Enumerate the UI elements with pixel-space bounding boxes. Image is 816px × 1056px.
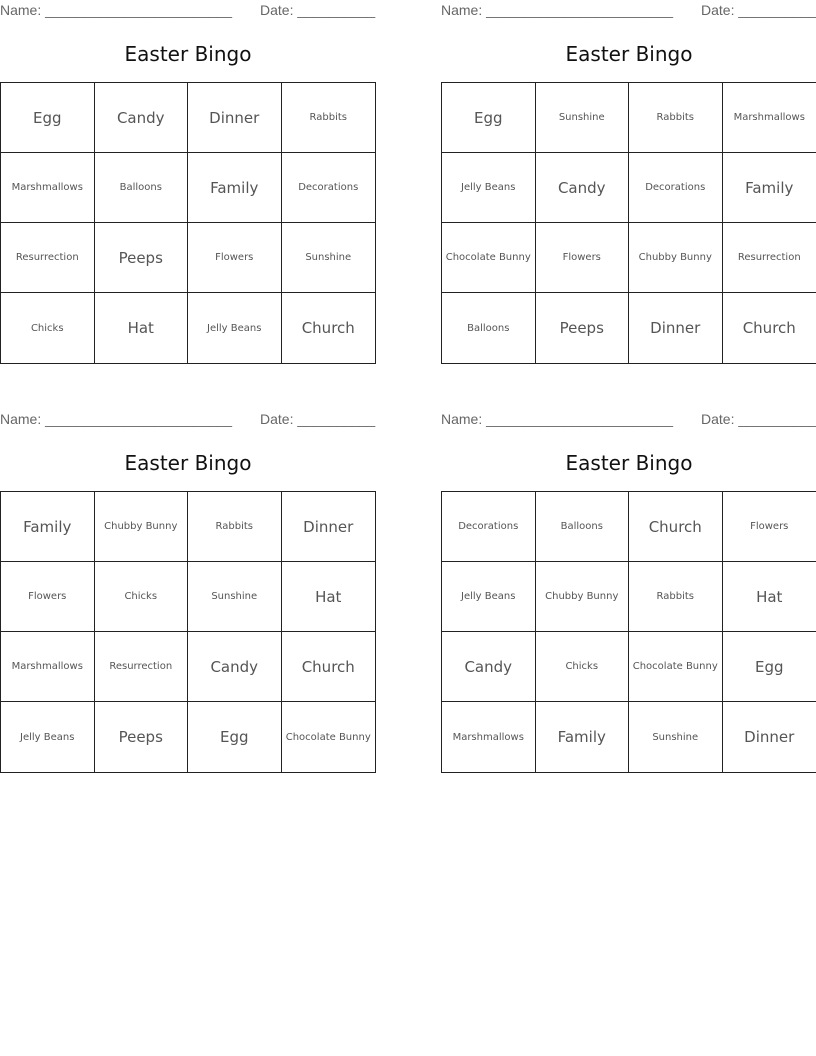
bingo-cell[interactable]: Flowers <box>536 223 630 293</box>
name-field[interactable]: Name: ________________________ <box>0 411 232 427</box>
bingo-cell[interactable]: Egg <box>723 632 816 702</box>
bingo-cell[interactable]: Church <box>629 492 723 562</box>
bingo-cell[interactable]: Candy <box>442 632 536 702</box>
bingo-cell[interactable]: Marshmallows <box>723 83 816 153</box>
bingo-cell[interactable]: Candy <box>95 83 189 153</box>
bingo-cell[interactable]: Chocolate Bunny <box>442 223 536 293</box>
bingo-cell[interactable]: Resurrection <box>1 223 95 293</box>
bingo-cell[interactable]: Dinner <box>629 293 723 363</box>
bingo-cell[interactable]: Hat <box>282 562 376 632</box>
bingo-cell[interactable]: Resurrection <box>723 223 816 293</box>
date-field[interactable]: Date: __________ <box>701 411 816 427</box>
bingo-cell[interactable]: Marshmallows <box>442 702 536 772</box>
bingo-cell[interactable]: Candy <box>536 153 630 223</box>
date-field[interactable]: Date: __________ <box>260 411 376 427</box>
bingo-cell[interactable]: Marshmallows <box>1 153 95 223</box>
name-field[interactable]: Name: ________________________ <box>441 2 673 18</box>
bingo-cell[interactable]: Flowers <box>723 492 816 562</box>
bingo-cell[interactable]: Sunshine <box>536 83 630 153</box>
bingo-cell[interactable]: Flowers <box>188 223 282 293</box>
date-field[interactable]: Date: __________ <box>260 2 376 18</box>
card-title: Easter Bingo <box>565 451 693 475</box>
bingo-cell[interactable]: Family <box>1 492 95 562</box>
bingo-grid <box>441 82 816 364</box>
bingo-cell[interactable]: Balloons <box>95 153 189 223</box>
bingo-cell[interactable]: Egg <box>188 702 282 772</box>
bingo-card-4 <box>441 409 816 789</box>
bingo-cell[interactable]: Peeps <box>95 702 189 772</box>
bingo-cell[interactable]: Jelly Beans <box>1 702 95 772</box>
bingo-cell[interactable]: Chubby Bunny <box>536 562 630 632</box>
card-title: Easter Bingo <box>124 451 252 475</box>
bingo-cell[interactable]: Chicks <box>536 632 630 702</box>
bingo-cell[interactable]: Family <box>536 702 630 772</box>
card-title: Easter Bingo <box>565 42 693 66</box>
bingo-cell[interactable]: Egg <box>1 83 95 153</box>
bingo-cell[interactable]: Chocolate Bunny <box>629 632 723 702</box>
bingo-cell[interactable]: Family <box>723 153 816 223</box>
bingo-cell[interactable]: Dinner <box>744 728 795 746</box>
bingo-cell[interactable]: Peeps <box>95 223 189 293</box>
bingo-cell[interactable]: Dinner <box>282 492 376 562</box>
bingo-grid <box>0 82 376 364</box>
bingo-cell[interactable]: Resurrection <box>95 632 189 702</box>
bingo-cell[interactable]: Decorations <box>282 153 376 223</box>
bingo-card-1 <box>0 0 376 380</box>
bingo-cell[interactable]: Jelly Beans <box>188 293 282 363</box>
bingo-cell[interactable]: Church <box>282 632 376 702</box>
bingo-cell[interactable]: Church <box>301 319 355 337</box>
bingo-cell[interactable]: Candy <box>188 632 282 702</box>
bingo-cell[interactable]: Rabbits <box>282 83 376 153</box>
bingo-grid <box>0 491 376 773</box>
bingo-cell[interactable]: Church <box>742 319 796 337</box>
name-field[interactable]: Name: ________________________ <box>0 2 232 18</box>
bingo-grid <box>441 491 816 773</box>
bingo-cell[interactable]: Jelly Beans <box>442 153 536 223</box>
bingo-cell[interactable]: Family <box>188 153 282 223</box>
bingo-cell[interactable]: Chubby Bunny <box>95 492 189 562</box>
date-field[interactable]: Date: __________ <box>701 2 816 18</box>
bingo-cell[interactable]: Rabbits <box>629 562 723 632</box>
bingo-cell[interactable]: Sunshine <box>188 562 282 632</box>
bingo-cell[interactable]: Hat <box>95 293 189 363</box>
bingo-cell[interactable]: Balloons <box>536 492 630 562</box>
bingo-cell[interactable]: Dinner <box>188 83 282 153</box>
bingo-cell[interactable]: Chicks <box>95 562 189 632</box>
bingo-cell[interactable]: Sunshine <box>282 223 376 293</box>
bingo-cell[interactable]: Chocolate Bunny <box>285 731 371 743</box>
bingo-cell[interactable]: Rabbits <box>629 83 723 153</box>
bingo-cell[interactable]: Decorations <box>629 153 723 223</box>
bingo-cell[interactable]: Sunshine <box>629 702 723 772</box>
bingo-cell[interactable]: Rabbits <box>188 492 282 562</box>
bingo-cell[interactable]: Jelly Beans <box>442 562 536 632</box>
bingo-cell[interactable]: Peeps <box>536 293 630 363</box>
bingo-cell[interactable]: Egg <box>442 83 536 153</box>
bingo-cell[interactable]: Flowers <box>1 562 95 632</box>
bingo-cell[interactable]: Hat <box>723 562 816 632</box>
bingo-card-3 <box>0 409 376 789</box>
bingo-card-2 <box>441 0 816 380</box>
bingo-cell[interactable]: Balloons <box>442 293 536 363</box>
name-field[interactable]: Name: ________________________ <box>441 411 673 427</box>
bingo-cell[interactable]: Decorations <box>442 492 536 562</box>
bingo-cell[interactable]: Marshmallows <box>1 632 95 702</box>
card-title: Easter Bingo <box>124 42 252 66</box>
bingo-cell[interactable]: Chicks <box>1 293 95 363</box>
bingo-cell[interactable]: Chubby Bunny <box>629 223 723 293</box>
